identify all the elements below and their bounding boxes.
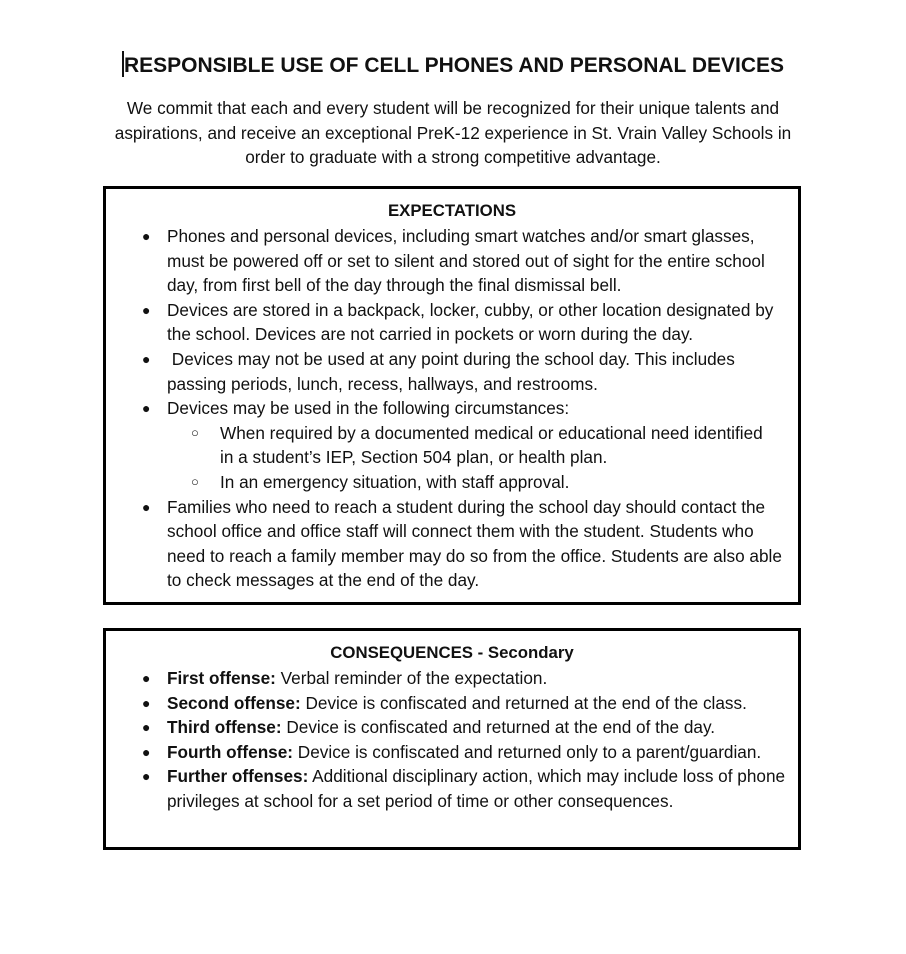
expectation-item (106, 224, 798, 298)
offense-label: First offense: (167, 668, 276, 688)
consequences-list (106, 666, 798, 814)
bullet-icon: ● (142, 498, 151, 515)
consequence-text: Additional disciplinary action, which may include loss of phone privileges at school for a set period of time or other consequences. (167, 766, 790, 811)
page-title-text: RESPONSIBLE USE OF CELL PHONES AND PERSONAL DEVICES (123, 54, 785, 77)
offense-label: Fourth offense: (167, 741, 294, 762)
expectation-text: Phones and personal devices, including smart watches and/or smart glasses, must be powered off or set to silent and stored out of sight for the entire school day, from first bell of the day through the final dismissal bell. (167, 226, 765, 296)
mission-statement: We commit that each and every student will be recognized for their unique talents and aspirations, and receive an exceptional PreK-12 experience in St. Vrain Valley Schools in order to graduate with a strong competitive advantage. (114, 98, 792, 168)
page-title (0, 51, 906, 80)
circumstance-item (167, 470, 790, 495)
expectation-text: Devices are stored in a backpack, locker, cubby, or other location designated by the school. Devices are not carried in pockets or worn during the day. (167, 299, 774, 345)
offense-label: Further offenses: (167, 766, 309, 787)
consequences-box (103, 628, 801, 850)
expectation-item (106, 495, 798, 593)
consequence-item (106, 666, 798, 691)
consequence-text: Device is confiscated and returned at the end of the class. (300, 692, 747, 713)
expectation-text: Families who need to reach a student during the school day should contact the school office and office staff will connect them with the student. Students who need to reach a family member may do so from the office. Students are also able to check messages at the end of the day. (167, 496, 782, 591)
consequence-item (106, 715, 798, 740)
consequence-text: Device is confiscated and returned only to a parent/guardian. (293, 741, 762, 762)
expectations-list (106, 224, 798, 593)
consequence-text: Verbal reminder of the expectation. (275, 668, 548, 688)
offense-label: Second offense: (167, 692, 301, 713)
consequence-item (106, 764, 798, 813)
expectation-text: Devices may be used in the following circumstances: (167, 398, 570, 419)
bullet-icon: ● (142, 400, 151, 417)
consequence-item (106, 740, 798, 765)
bullet-icon: ● (142, 301, 151, 318)
circumstance-item (167, 421, 790, 470)
bullet-icon: ● (142, 670, 151, 686)
bullet-icon: ● (142, 350, 151, 367)
bullet-icon: ● (142, 743, 151, 760)
offense-label: Third offense: (167, 717, 282, 738)
circumstance-text: When required by a documented medical or educational need identified in a student’s IEP, Section 504 plan, or health plan. (220, 422, 763, 468)
expectation-item (106, 347, 798, 396)
consequence-item (106, 691, 798, 716)
expectations-box (103, 186, 801, 605)
circumstances-sublist (167, 421, 790, 495)
circumstance-text: In an emergency situation, with staff approval. (220, 471, 570, 492)
consequence-text: Device is confiscated and returned at the end of the day. (281, 717, 716, 738)
expectation-text: Devices may not be used at any point during the school day. This includes passing periods, lunch, recess, hallways, and restrooms. (167, 348, 740, 394)
consequences-heading: CONSEQUENCES - Secondary (330, 643, 574, 662)
expectations-heading: EXPECTATIONS (387, 201, 517, 220)
expectation-item (106, 396, 798, 494)
hollow-bullet-icon: ○ (191, 424, 199, 440)
bullet-icon: ● (142, 694, 151, 711)
bullet-icon: ● (142, 228, 151, 244)
bullet-icon: ● (142, 768, 151, 785)
expectation-item (106, 298, 798, 347)
hollow-bullet-icon: ○ (191, 473, 199, 489)
bullet-icon: ● (142, 719, 151, 736)
